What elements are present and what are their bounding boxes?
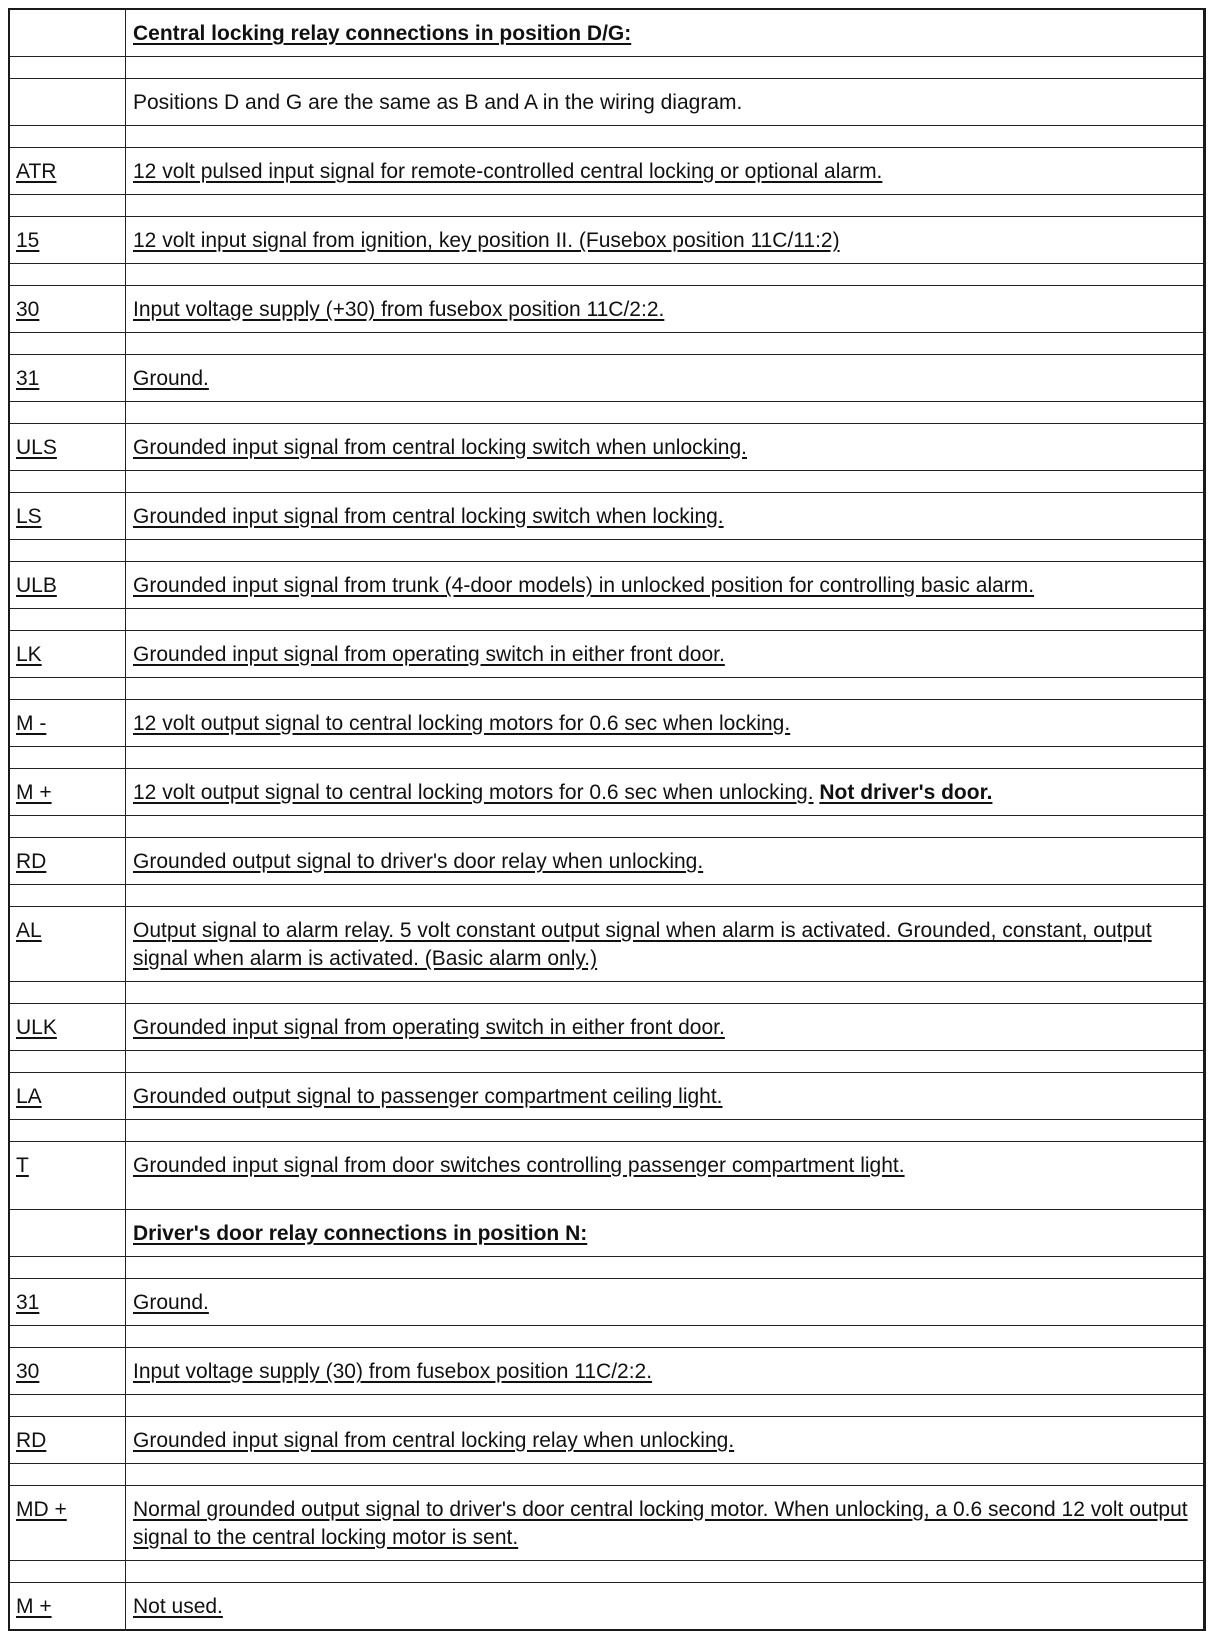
table-row xyxy=(10,148,1203,195)
connection-code: 31 xyxy=(10,1279,126,1325)
connection-description xyxy=(126,1279,1203,1325)
table-row xyxy=(10,1583,1203,1629)
section1-note: Positions D and G are the same as B and A in the wiring diagram. xyxy=(133,91,743,114)
connection-description xyxy=(126,1486,1203,1560)
description-text: Grounded input signal from central locking switch when locking. xyxy=(133,505,724,528)
connection-code: T xyxy=(10,1142,126,1188)
connection-code: LS xyxy=(10,493,126,539)
connection-description xyxy=(126,1004,1203,1050)
connection-description xyxy=(126,1348,1203,1394)
connection-description xyxy=(126,1417,1203,1463)
connection-description xyxy=(126,1142,1203,1188)
table-row xyxy=(10,286,1203,333)
table-row xyxy=(10,424,1203,471)
description-text: Grounded input signal from operating switch in either front door. xyxy=(133,1016,725,1039)
section2-heading: Driver's door relay connections in position N: xyxy=(133,1222,588,1245)
connection-description xyxy=(126,286,1203,332)
connection-table xyxy=(8,8,1206,1631)
connection-code: 30 xyxy=(10,1348,126,1394)
connection-code: RD xyxy=(10,1417,126,1463)
table-row xyxy=(10,355,1203,402)
table-row xyxy=(10,217,1203,264)
connection-code: ULB xyxy=(10,562,126,608)
description-text: Not used. xyxy=(133,1595,223,1618)
connection-code: ULS xyxy=(10,424,126,470)
connection-description xyxy=(126,907,1203,981)
connection-code: 30 xyxy=(10,286,126,332)
table-row xyxy=(10,1142,1203,1188)
connection-description xyxy=(126,631,1203,677)
table-row xyxy=(10,700,1203,747)
connection-description xyxy=(126,1583,1203,1629)
description-text: 12 volt pulsed input signal for remote-controlled central locking or optional alarm. xyxy=(133,160,883,183)
table-row xyxy=(10,631,1203,678)
connection-description xyxy=(126,1073,1203,1119)
table-row xyxy=(10,1073,1203,1120)
description-text: Output signal to alarm relay. 5 volt constant output signal when alarm is activated. Grounded, constant, output signal when alarm is activated. (Basic alarm only.) xyxy=(133,919,1152,970)
connection-description xyxy=(126,355,1203,401)
description-text: Ground. xyxy=(133,367,209,390)
connection-code: 31 xyxy=(10,355,126,401)
connection-code: M + xyxy=(10,1583,126,1629)
table-row xyxy=(10,1279,1203,1326)
description-text: Grounded input signal from door switches controlling passenger compartment light. xyxy=(133,1154,905,1177)
table-row xyxy=(10,1417,1203,1464)
description-text: Input voltage supply (+30) from fusebox position 11C/2:2. xyxy=(133,298,665,321)
connection-code: AL xyxy=(10,907,126,981)
table-row xyxy=(10,838,1203,885)
section1-note-row xyxy=(10,79,1203,126)
connection-description xyxy=(126,700,1203,746)
connection-description xyxy=(126,493,1203,539)
emphasis-text: Not driver's door. xyxy=(819,781,993,804)
connection-description xyxy=(126,148,1203,194)
table-row xyxy=(10,769,1203,816)
connection-code: M + xyxy=(10,769,126,815)
connection-code: ULK xyxy=(10,1004,126,1050)
description-text: Grounded output signal to passenger compartment ceiling light. xyxy=(133,1085,723,1108)
description-text: Grounded input signal from trunk (4-door models) in unlocked position for controlling basic alarm. xyxy=(133,574,1035,597)
table-row xyxy=(10,1004,1203,1051)
table-row xyxy=(10,493,1203,540)
connection-code: LA xyxy=(10,1073,126,1119)
description-text: 12 volt output signal to central locking motors for 0.6 sec when unlocking. xyxy=(133,781,814,804)
description-text: Grounded input signal from central locking relay when unlocking. xyxy=(133,1429,735,1452)
connection-description xyxy=(126,838,1203,884)
description-text: Normal grounded output signal to driver's door central locking motor. When unlocking, a 0.6 second 12 volt output signal to the central locking motor is sent. xyxy=(133,1498,1188,1549)
table-row xyxy=(10,907,1203,982)
connection-code: M - xyxy=(10,700,126,746)
connection-description xyxy=(126,769,1203,815)
connection-description xyxy=(126,562,1203,608)
section1-heading-row xyxy=(10,10,1203,57)
section2-heading-row xyxy=(10,1210,1203,1257)
connection-code: LK xyxy=(10,631,126,677)
connection-code: ATR xyxy=(10,148,126,194)
table-row xyxy=(10,1486,1203,1561)
description-text: Grounded input signal from operating switch in either front door. xyxy=(133,643,725,666)
section1-heading: Central locking relay connections in position D/G: xyxy=(133,22,632,45)
table-row xyxy=(10,562,1203,609)
section1-rows xyxy=(10,148,1203,1188)
section2-rows xyxy=(10,1279,1203,1629)
connection-code: RD xyxy=(10,838,126,884)
table-row xyxy=(10,1348,1203,1395)
description-text: Grounded input signal from central locking switch when unlocking. xyxy=(133,436,747,459)
description-text: 12 volt input signal from ignition, key position II. (Fusebox position 11C/11:2) xyxy=(133,229,840,252)
description-text: Input voltage supply (30) from fusebox position 11C/2:2. xyxy=(133,1360,653,1383)
connection-description xyxy=(126,217,1203,263)
connection-description xyxy=(126,424,1203,470)
connection-code: 15 xyxy=(10,217,126,263)
connection-code: MD + xyxy=(10,1486,126,1560)
description-text: 12 volt output signal to central locking motors for 0.6 sec when locking. xyxy=(133,712,791,735)
description-text: Grounded output signal to driver's door relay when unlocking. xyxy=(133,850,704,873)
description-text: Ground. xyxy=(133,1291,209,1314)
